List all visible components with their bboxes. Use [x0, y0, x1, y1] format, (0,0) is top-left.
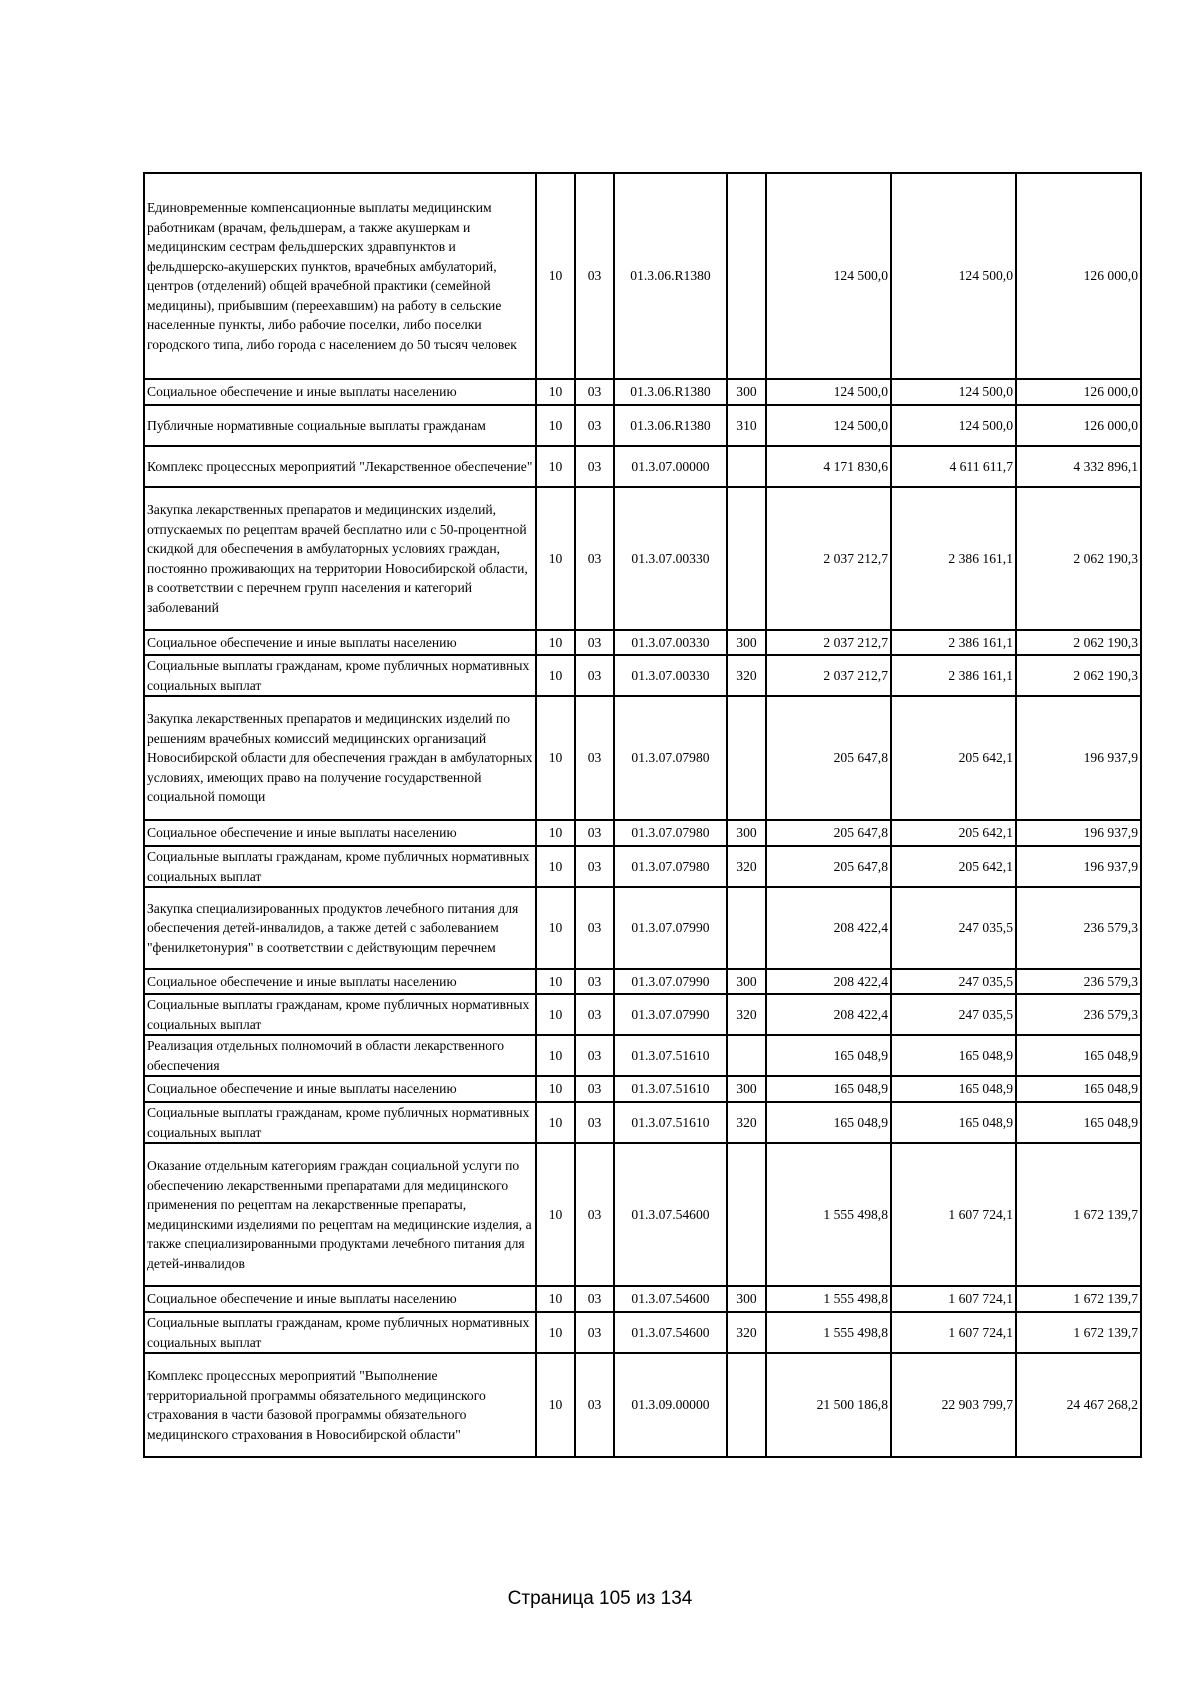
- row-value-1: 2 037 212,7: [766, 655, 891, 696]
- row-name: Социальные выплаты гражданам, кроме публичных нормативных социальных выплат: [144, 655, 536, 696]
- row-value-1: 208 422,4: [766, 969, 891, 994]
- row-section: 10: [536, 1286, 575, 1312]
- row-expense-type: 320: [727, 846, 766, 887]
- table-row: [144, 969, 1141, 994]
- row-value-1: 165 048,9: [766, 1102, 891, 1143]
- row-expense-type: [727, 446, 766, 487]
- row-value-2: 165 048,9: [891, 1102, 1016, 1143]
- table-row: [144, 846, 1141, 887]
- row-target-code: 01.3.07.54600: [614, 1312, 727, 1353]
- row-value-1: 124 500,0: [766, 405, 891, 446]
- row-expense-type: [727, 1353, 766, 1457]
- row-subsection: 03: [575, 1143, 614, 1286]
- row-expense-type: 300: [727, 1286, 766, 1312]
- row-value-1: 1 555 498,8: [766, 1286, 891, 1312]
- row-expense-type: [727, 487, 766, 630]
- row-section: 10: [536, 405, 575, 446]
- row-value-1: 208 422,4: [766, 887, 891, 969]
- row-subsection: 03: [575, 994, 614, 1035]
- row-subsection: 03: [575, 1312, 614, 1353]
- row-value-3: 1 672 139,7: [1016, 1286, 1141, 1312]
- table-row: [144, 820, 1141, 846]
- page-number-footer: Страница 105 из 134: [507, 1588, 693, 1609]
- row-value-2: 1 607 724,1: [891, 1312, 1016, 1353]
- table-row: [144, 1102, 1141, 1143]
- row-value-2: 4 611 611,7: [891, 446, 1016, 487]
- table-row: [144, 994, 1141, 1035]
- row-value-3: 236 579,3: [1016, 887, 1141, 969]
- row-target-code: 01.3.07.00330: [614, 655, 727, 696]
- row-subsection: 03: [575, 405, 614, 446]
- row-value-3: 196 937,9: [1016, 820, 1141, 846]
- row-value-3: 236 579,3: [1016, 994, 1141, 1035]
- row-subsection: 03: [575, 969, 614, 994]
- row-value-3: 1 672 139,7: [1016, 1312, 1141, 1353]
- row-subsection: 03: [575, 446, 614, 487]
- row-expense-type: [727, 173, 766, 379]
- row-section: 10: [536, 1312, 575, 1353]
- row-name: Закупка лекарственных препаратов и медицинских изделий по решениям врачебных комиссий медицинских организаций Новосибирской области для обеспечения граждан в амбулаторных условиях, имеющих право на получение государственной социальной помощи: [144, 696, 536, 820]
- row-subsection: 03: [575, 1076, 614, 1102]
- row-target-code: 01.3.07.00000: [614, 446, 727, 487]
- row-subsection: 03: [575, 887, 614, 969]
- row-value-1: 165 048,9: [766, 1035, 891, 1076]
- row-value-1: 2 037 212,7: [766, 487, 891, 630]
- row-value-2: 2 386 161,1: [891, 630, 1016, 655]
- row-value-3: 126 000,0: [1016, 173, 1141, 379]
- table-row: [144, 1286, 1141, 1312]
- table-row: [144, 379, 1141, 405]
- row-name: Социальное обеспечение и иные выплаты населению: [144, 630, 536, 655]
- table-row: [144, 1353, 1141, 1457]
- row-name: Оказание отдельным категориям граждан социальной услуги по обеспечению лекарственными препаратами для медицинского применения по рецептам на лекарственные препараты, медицинскими изделиями по рецептам на медицинские изделия, а также специализированными продуктами лечебного питания для детей-инвалидов: [144, 1143, 536, 1286]
- row-section: 10: [536, 820, 575, 846]
- row-value-3: 1 672 139,7: [1016, 1143, 1141, 1286]
- row-value-3: 196 937,9: [1016, 696, 1141, 820]
- row-subsection: 03: [575, 820, 614, 846]
- row-name: Социальное обеспечение и иные выплаты населению: [144, 1076, 536, 1102]
- row-target-code: 01.3.07.07980: [614, 820, 727, 846]
- row-expense-type: 300: [727, 820, 766, 846]
- row-value-2: 1 607 724,1: [891, 1143, 1016, 1286]
- row-target-code: 01.3.09.00000: [614, 1353, 727, 1457]
- row-section: 10: [536, 887, 575, 969]
- row-expense-type: 320: [727, 1312, 766, 1353]
- row-name: Комплекс процессных мероприятий "Лекарственное обеспечение": [144, 446, 536, 487]
- row-target-code: 01.3.07.00330: [614, 630, 727, 655]
- row-value-1: 205 647,8: [766, 846, 891, 887]
- row-name: Социальные выплаты гражданам, кроме публичных нормативных социальных выплат: [144, 1312, 536, 1353]
- row-name: Закупка лекарственных препаратов и медицинских изделий, отпускаемых по рецептам врачей бесплатно или с 50-процентной скидкой для обеспечения в амбулаторных условиях граждан, постоянно проживающих на территории Новосибирской области, в соответствии с перечнем групп населения и категорий заболеваний: [144, 487, 536, 630]
- row-target-code: 01.3.07.51610: [614, 1102, 727, 1143]
- table-row: [144, 630, 1141, 655]
- row-target-code: 01.3.06.R1380: [614, 173, 727, 379]
- row-expense-type: 320: [727, 994, 766, 1035]
- row-value-1: 1 555 498,8: [766, 1143, 891, 1286]
- row-expense-type: 320: [727, 655, 766, 696]
- table-row: [144, 405, 1141, 446]
- table-row: [144, 655, 1141, 696]
- row-section: 10: [536, 994, 575, 1035]
- row-section: 10: [536, 487, 575, 630]
- table-row: [144, 887, 1141, 969]
- row-value-2: 1 607 724,1: [891, 1286, 1016, 1312]
- row-name: Закупка специализированных продуктов лечебного питания для обеспечения детей-инвалидов, а также детей с заболеванием "фенилкетонурия" в соответствии с действующим перечнем: [144, 887, 536, 969]
- row-expense-type: [727, 1143, 766, 1286]
- row-name: Социальные выплаты гражданам, кроме публичных нормативных социальных выплат: [144, 994, 536, 1035]
- row-subsection: 03: [575, 655, 614, 696]
- row-value-2: 205 642,1: [891, 820, 1016, 846]
- row-expense-type: 310: [727, 405, 766, 446]
- row-section: 10: [536, 696, 575, 820]
- row-value-3: 2 062 190,3: [1016, 487, 1141, 630]
- row-value-3: 2 062 190,3: [1016, 655, 1141, 696]
- row-expense-type: 300: [727, 630, 766, 655]
- table-row: [144, 446, 1141, 487]
- row-section: 10: [536, 1353, 575, 1457]
- row-target-code: 01.3.07.54600: [614, 1286, 727, 1312]
- row-section: 10: [536, 1076, 575, 1102]
- row-target-code: 01.3.06.R1380: [614, 405, 727, 446]
- row-expense-type: 320: [727, 1102, 766, 1143]
- row-subsection: 03: [575, 1353, 614, 1457]
- row-value-3: 165 048,9: [1016, 1102, 1141, 1143]
- row-value-2: 124 500,0: [891, 379, 1016, 405]
- row-section: 10: [536, 1143, 575, 1286]
- row-name: Публичные нормативные социальные выплаты гражданам: [144, 405, 536, 446]
- row-target-code: 01.3.07.51610: [614, 1035, 727, 1076]
- row-section: 10: [536, 846, 575, 887]
- row-value-1: 4 171 830,6: [766, 446, 891, 487]
- row-value-1: 1 555 498,8: [766, 1312, 891, 1353]
- row-name: Социальные выплаты гражданам, кроме публичных нормативных социальных выплат: [144, 846, 536, 887]
- row-value-1: 205 647,8: [766, 820, 891, 846]
- row-value-2: 247 035,5: [891, 887, 1016, 969]
- row-name: Социальное обеспечение и иные выплаты населению: [144, 969, 536, 994]
- table-row: [144, 1035, 1141, 1076]
- row-subsection: 03: [575, 696, 614, 820]
- row-section: 10: [536, 173, 575, 379]
- row-subsection: 03: [575, 1035, 614, 1076]
- row-name: Социальные выплаты гражданам, кроме публичных нормативных социальных выплат: [144, 1102, 536, 1143]
- row-subsection: 03: [575, 846, 614, 887]
- row-expense-type: 300: [727, 379, 766, 405]
- row-value-2: 205 642,1: [891, 696, 1016, 820]
- row-expense-type: [727, 887, 766, 969]
- row-value-1: 21 500 186,8: [766, 1353, 891, 1457]
- row-value-3: 24 467 268,2: [1016, 1353, 1141, 1457]
- row-value-3: 4 332 896,1: [1016, 446, 1141, 487]
- row-target-code: 01.3.07.54600: [614, 1143, 727, 1286]
- row-target-code: 01.3.07.51610: [614, 1076, 727, 1102]
- row-target-code: 01.3.07.00330: [614, 487, 727, 630]
- row-value-3: 236 579,3: [1016, 969, 1141, 994]
- row-expense-type: [727, 1035, 766, 1076]
- row-value-2: 247 035,5: [891, 994, 1016, 1035]
- row-subsection: 03: [575, 1286, 614, 1312]
- row-target-code: 01.3.07.07990: [614, 994, 727, 1035]
- table-row: [144, 487, 1141, 630]
- row-value-2: 2 386 161,1: [891, 655, 1016, 696]
- row-target-code: 01.3.07.07990: [614, 887, 727, 969]
- row-value-1: 208 422,4: [766, 994, 891, 1035]
- row-value-2: 124 500,0: [891, 173, 1016, 379]
- row-subsection: 03: [575, 379, 614, 405]
- row-name: Социальное обеспечение и иные выплаты населению: [144, 1286, 536, 1312]
- row-value-3: 165 048,9: [1016, 1076, 1141, 1102]
- row-target-code: 01.3.07.07990: [614, 969, 727, 994]
- row-value-2: 22 903 799,7: [891, 1353, 1016, 1457]
- row-value-3: 126 000,0: [1016, 405, 1141, 446]
- row-name: Единовременные компенсационные выплаты медицинским работникам (врачам, фельдшерам, а также акушеркам и медицинским сестрам фельдшерских здравпунктов и фельдшерско-акушерских пунктов, врачебных амбулаторий, центров (отделений) общей врачебной практики (семейной медицины), прибывшим (переехавшим) на работу в сельские населенные пункты, либо рабочие поселки, либо поселки городского типа, либо города с населением до 50 тысяч человек: [144, 173, 536, 379]
- table-row: [144, 173, 1141, 379]
- row-section: 10: [536, 969, 575, 994]
- row-value-3: 165 048,9: [1016, 1035, 1141, 1076]
- row-subsection: 03: [575, 630, 614, 655]
- row-target-code: 01.3.06.R1380: [614, 379, 727, 405]
- row-value-3: 126 000,0: [1016, 379, 1141, 405]
- row-value-2: 124 500,0: [891, 405, 1016, 446]
- row-section: 10: [536, 1102, 575, 1143]
- row-target-code: 01.3.07.07980: [614, 696, 727, 820]
- row-value-3: 2 062 190,3: [1016, 630, 1141, 655]
- row-expense-type: 300: [727, 1076, 766, 1102]
- row-subsection: 03: [575, 173, 614, 379]
- row-expense-type: [727, 696, 766, 820]
- row-value-2: 2 386 161,1: [891, 487, 1016, 630]
- row-value-2: 247 035,5: [891, 969, 1016, 994]
- row-section: 10: [536, 1035, 575, 1076]
- row-section: 10: [536, 655, 575, 696]
- row-subsection: 03: [575, 487, 614, 630]
- row-value-1: 124 500,0: [766, 379, 891, 405]
- row-value-1: 205 647,8: [766, 696, 891, 820]
- row-value-2: 205 642,1: [891, 846, 1016, 887]
- row-value-3: 196 937,9: [1016, 846, 1141, 887]
- row-name: Комплекс процессных мероприятий "Выполнение территориальной программы обязательного медицинского страхования в части базовой программы обязательного медицинского страхования в Новосибирской области": [144, 1353, 536, 1457]
- row-expense-type: 300: [727, 969, 766, 994]
- row-section: 10: [536, 379, 575, 405]
- row-name: Социальное обеспечение и иные выплаты населению: [144, 820, 536, 846]
- row-subsection: 03: [575, 1102, 614, 1143]
- row-section: 10: [536, 446, 575, 487]
- table-row: [144, 696, 1141, 820]
- row-value-1: 124 500,0: [766, 173, 891, 379]
- row-name: Социальное обеспечение и иные выплаты населению: [144, 379, 536, 405]
- row-value-2: 165 048,9: [891, 1076, 1016, 1102]
- row-value-1: 2 037 212,7: [766, 630, 891, 655]
- table-row: [144, 1076, 1141, 1102]
- table-row: [144, 1143, 1141, 1286]
- row-name: Реализация отдельных полномочий в области лекарственного обеспечения: [144, 1035, 536, 1076]
- row-target-code: 01.3.07.07980: [614, 846, 727, 887]
- row-section: 10: [536, 630, 575, 655]
- row-value-1: 165 048,9: [766, 1076, 891, 1102]
- budget-table: [143, 172, 1142, 1458]
- table-row: [144, 1312, 1141, 1353]
- row-value-2: 165 048,9: [891, 1035, 1016, 1076]
